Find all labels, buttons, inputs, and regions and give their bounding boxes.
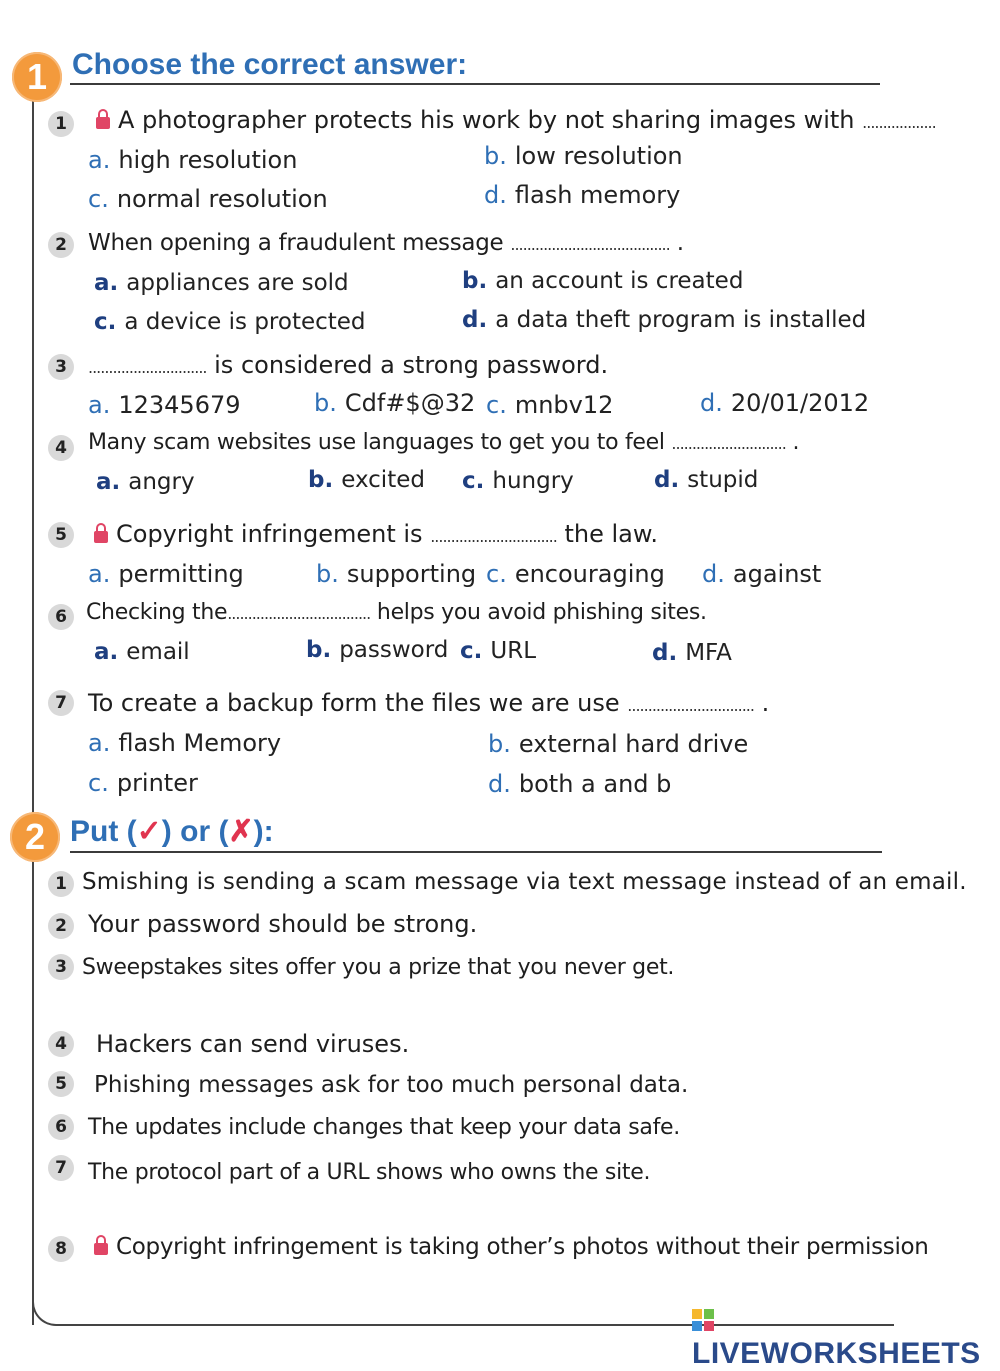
option-b[interactable]: b. low resolution — [484, 142, 683, 170]
lock-icon — [94, 531, 108, 543]
option-a[interactable]: a. angry — [96, 469, 195, 495]
section-2-underline — [70, 851, 882, 853]
section-1-title: Choose the correct answer: — [72, 48, 468, 81]
statement-8[interactable]: Copyright infringement is taking other’s photos without their permission — [90, 1234, 929, 1260]
question-1-text: A photographer protects his work by not sharing images with .................. — [92, 106, 936, 134]
option-d[interactable]: d. stupid — [654, 467, 759, 493]
statement-4[interactable]: Hackers can send viruses. — [96, 1030, 410, 1058]
option-b[interactable]: b. Cdf#$@32 — [314, 389, 476, 417]
option-c[interactable]: c. mnbv12 — [486, 391, 614, 419]
answer-blank[interactable]: .................. — [862, 113, 936, 132]
option-a[interactable]: a. permitting — [88, 560, 244, 588]
option-c[interactable]: c. URL — [460, 638, 537, 664]
option-b[interactable]: b. an account is created — [462, 268, 744, 294]
option-a[interactable]: a. appliances are sold — [94, 270, 349, 296]
section-1-badge: 1 — [12, 52, 62, 102]
question-number: 3 — [48, 354, 74, 380]
question-2-text: When opening a fraudulent message ....................................... . — [88, 230, 684, 256]
question-5-text: Copyright infringement is ............................... the law. — [90, 520, 658, 548]
cross-mark-icon: ✗ — [228, 815, 254, 848]
question-6-text: Checking the................................... helps you avoid phishing sites. — [86, 600, 707, 625]
option-b[interactable]: b. password — [306, 637, 449, 663]
answer-blank[interactable]: ............................ — [671, 434, 786, 453]
option-a[interactable]: a. flash Memory — [88, 729, 282, 757]
statement-number: 1 — [48, 871, 74, 897]
lock-icon — [94, 1243, 108, 1255]
option-b[interactable]: b. excited — [308, 467, 425, 493]
statement-2[interactable]: Your password should be strong. — [88, 910, 478, 938]
statement-number: 2 — [48, 913, 74, 939]
option-a[interactable]: a. 12345679 — [88, 391, 241, 419]
question-7-text: To create a backup form the files we are use ............................... . — [88, 689, 770, 717]
statement-number: 5 — [48, 1071, 74, 1097]
option-d[interactable]: d. both a and b — [488, 770, 672, 798]
page-frame-left — [32, 85, 34, 1325]
statement-3[interactable]: Sweepstakes sites offer you a prize that you never get. — [82, 955, 675, 980]
liveworksheets-logo: LIVEWORKSHEETS — [692, 1303, 1000, 1371]
answer-blank[interactable]: ............................... — [430, 527, 557, 546]
option-d[interactable]: d. a data theft program is installed — [462, 307, 867, 333]
question-4-text: Many scam websites use languages to get you to feel ............................ . — [88, 430, 800, 455]
statement-6[interactable]: The updates include changes that keep your data safe. — [88, 1115, 680, 1140]
question-number: 2 — [48, 232, 74, 258]
statement-number: 6 — [48, 1114, 74, 1140]
section-1-underline — [70, 83, 880, 85]
answer-blank[interactable]: ....................................... — [510, 235, 670, 254]
check-mark-icon: ✓ — [136, 815, 162, 848]
statement-1[interactable]: Smishing is sending a scam message via text message instead of an email. — [82, 869, 967, 895]
option-d[interactable]: d. against — [702, 560, 822, 588]
statement-number: 8 — [48, 1236, 74, 1262]
option-b[interactable]: b. external hard drive — [488, 730, 749, 758]
option-c[interactable]: c. normal resolution — [88, 185, 328, 213]
statement-number: 7 — [48, 1155, 74, 1181]
question-number: 5 — [48, 522, 74, 548]
answer-blank[interactable]: ................................... — [227, 604, 371, 623]
statement-number: 4 — [48, 1031, 74, 1057]
option-a[interactable]: a. email — [94, 639, 190, 665]
question-number: 7 — [48, 690, 74, 716]
option-d[interactable]: d. MFA — [652, 640, 732, 666]
section-2-title: Put (✓) or (✗): — [70, 815, 274, 848]
option-c[interactable]: c. hungry — [462, 468, 574, 494]
section-2-badge: 2 — [10, 812, 60, 862]
question-number: 4 — [48, 435, 74, 461]
option-d[interactable]: d. flash memory — [484, 181, 681, 209]
answer-blank[interactable]: ............................. — [88, 358, 207, 377]
option-a[interactable]: a. high resolution — [88, 146, 298, 174]
statement-7[interactable]: The protocol part of a URL shows who owns the site. — [88, 1160, 651, 1185]
option-d[interactable]: d. 20/01/2012 — [700, 389, 870, 417]
lock-icon — [96, 117, 110, 129]
answer-blank[interactable]: ............................... — [627, 696, 754, 715]
logo-icon — [692, 1309, 714, 1331]
option-c[interactable]: c. a device is protected — [94, 309, 366, 335]
option-c[interactable]: c. printer — [88, 769, 198, 797]
statement-5[interactable]: Phishing messages ask for too much personal data. — [94, 1072, 689, 1098]
option-c[interactable]: c. encouraging — [486, 560, 665, 588]
question-number: 1 — [48, 111, 74, 137]
question-number: 6 — [48, 604, 74, 630]
question-3-text: ............................. is considered a strong password. — [88, 351, 609, 379]
option-b[interactable]: b. supporting — [316, 560, 477, 588]
statement-number: 3 — [48, 954, 74, 980]
